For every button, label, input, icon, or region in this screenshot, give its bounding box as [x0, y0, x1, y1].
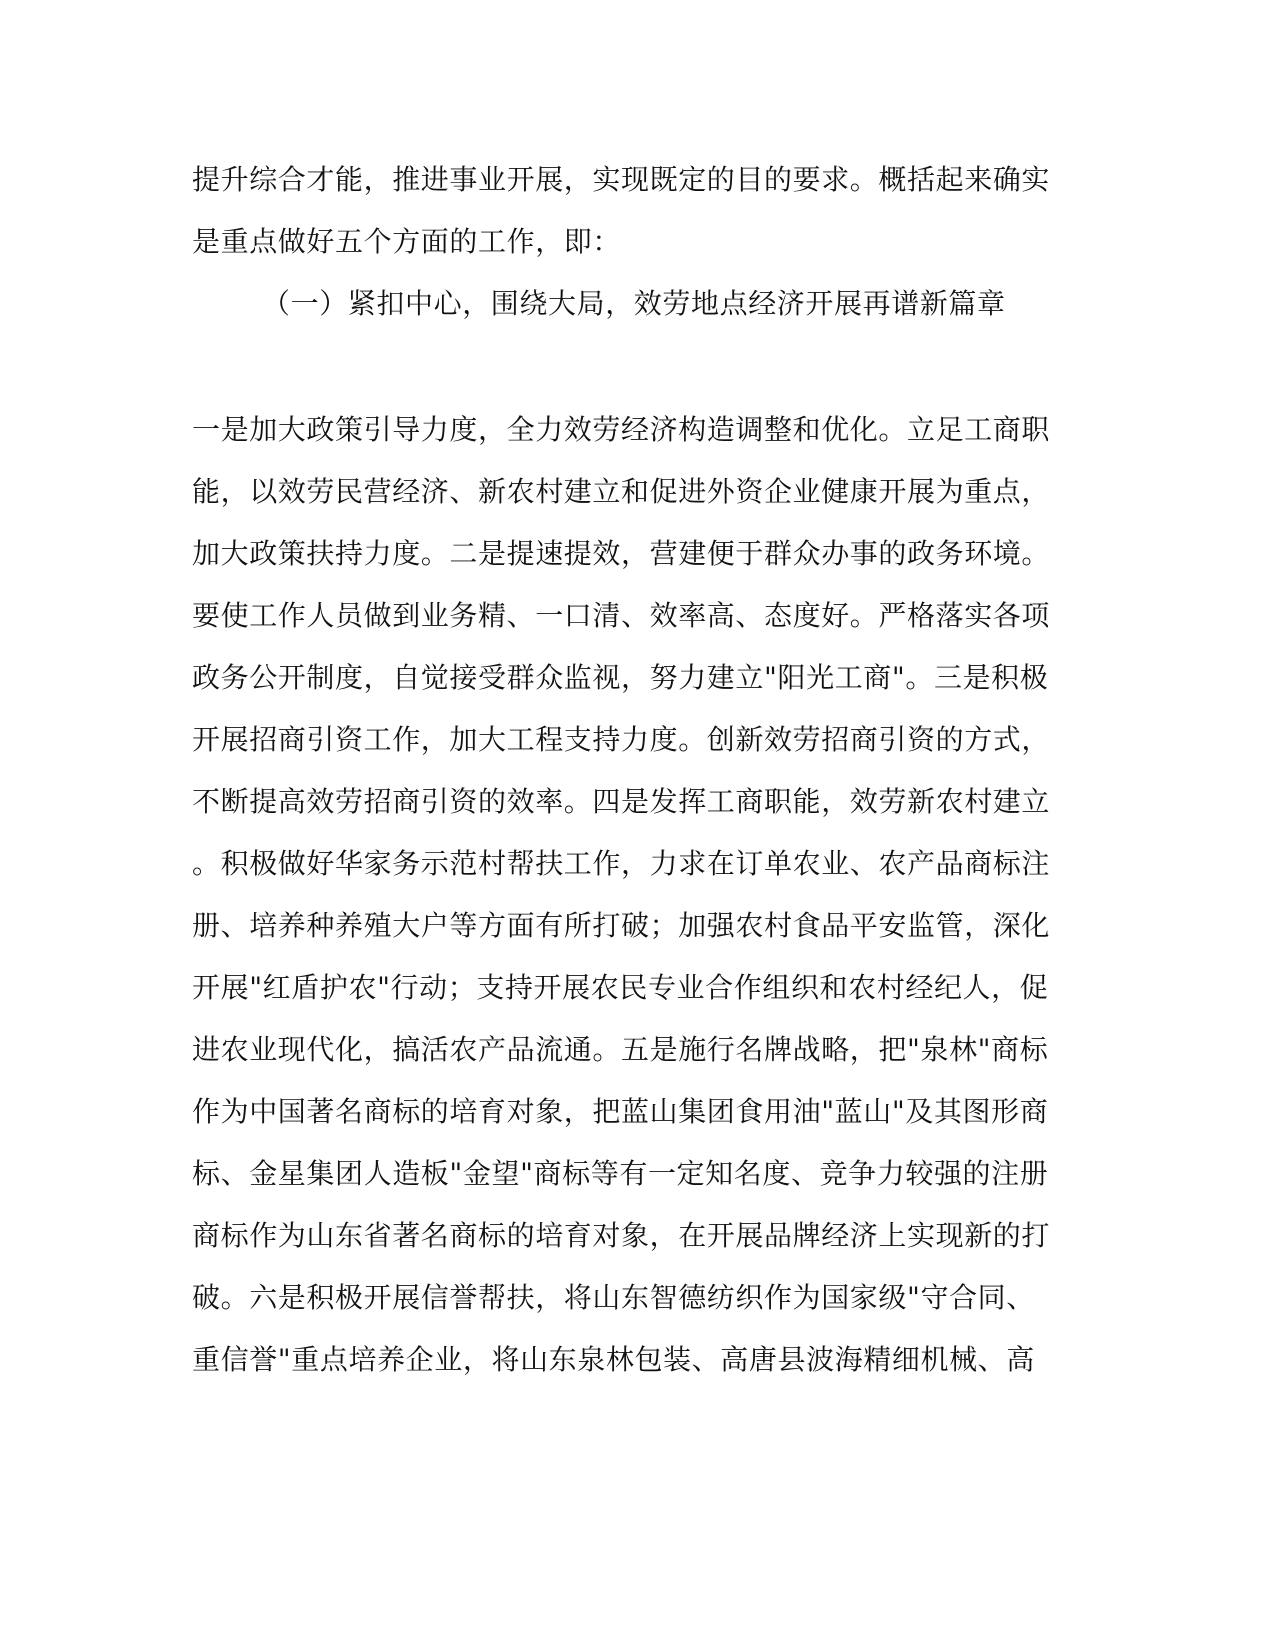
body-line-15: 破。六是积极开展信誉帮扶，将山东智德纺织作为国家级"守合同、: [192, 1281, 1035, 1314]
body-line-6: 开展招商引资工作，加大工程支持力度。创新效劳招商引资的方式，: [192, 723, 1051, 756]
body-line-8: 。积极做好华家务示范村帮扶工作，力求在订单农业、农产品商标注: [192, 847, 1051, 880]
body-line-2: 能，以效劳民营经济、新农村建立和促进外资企业健康开展为重点，: [192, 475, 1051, 508]
intro-line-2: 是重点做好五个方面的工作，即：: [192, 225, 622, 258]
body-line-13: 标、金星集团人造板"金望"商标等有一定知名度、竞争力较强的注册: [192, 1157, 1049, 1190]
body-line-5: 政务公开制度，自觉接受群众监视，努力建立"阳光工商"。三是积极: [192, 661, 1049, 694]
intro-line-1: 提升综合才能，推进事业开展，实现既定的目的要求。概括起来确实: [192, 163, 1051, 196]
body-line-3: 加大政策扶持力度。二是提速提效，营建便于群众办事的政务环境。: [192, 537, 1051, 570]
body-line-10: 开展"红盾护农"行动；支持开展农民专业合作组织和农村经纪人，促: [192, 971, 1049, 1004]
body-line-14: 商标作为山东省著名商标的培育对象，在开展品牌经济上实现新的打: [192, 1219, 1051, 1252]
body-line-1: 一是加大政策引导力度，全力效劳经济构造调整和优化。立足工商职: [192, 413, 1051, 446]
body-line-7: 不断提高效劳招商引资的效率。四是发挥工商职能，效劳新农村建立: [192, 785, 1051, 818]
section-heading: （一）紧扣中心，围绕大局，效劳地点经济开展再谱新篇章: [262, 287, 1006, 320]
body-line-9: 册、培养种养殖大户等方面有所打破；加强农村食品平安监管，深化: [192, 909, 1051, 942]
body-line-12: 作为中国著名商标的培育对象，把蓝山集团食用油"蓝山"及其图形商: [192, 1095, 1049, 1128]
body-line-4: 要使工作人员做到业务精、一口清、效率高、态度好。严格落实各项: [192, 599, 1051, 632]
body-line-16: 重信誉"重点培养企业，将山东泉林包装、高唐县波海精细机械、高: [192, 1343, 1035, 1376]
body-line-11: 进农业现代化，搞活农产品流通。五是施行名牌战略，把"泉林"商标: [192, 1033, 1049, 1066]
